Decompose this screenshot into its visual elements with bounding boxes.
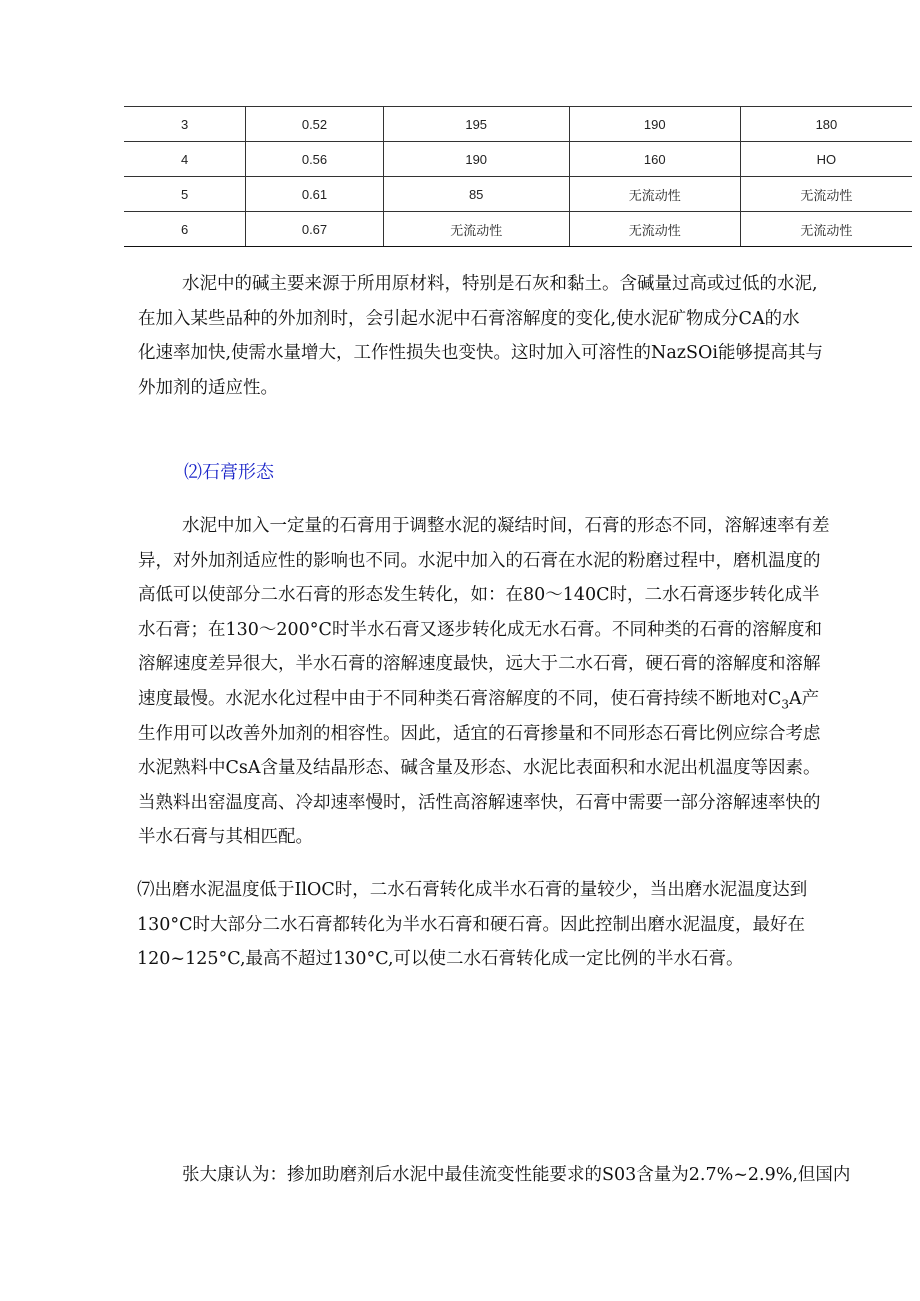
text-line: ⑺出磨水泥温度低于IlOC时，二水石膏转化成半水石膏的量较少，当出磨水泥温度达到 bbox=[137, 880, 808, 900]
table-cell: 0.61 bbox=[246, 177, 383, 212]
table-cell: 180 bbox=[740, 107, 912, 142]
table-cell: 无流动性 bbox=[740, 212, 912, 247]
text-line bbox=[138, 682, 918, 717]
table-cell: 160 bbox=[569, 142, 740, 177]
paragraph-so3 bbox=[138, 1158, 918, 1193]
table-cell: 无流动性 bbox=[569, 212, 740, 247]
table-cell: 190 bbox=[569, 107, 740, 142]
table-cell: 5 bbox=[124, 177, 246, 212]
text-line: 120~125°C,最高不超过130°C,可以使二水石膏转化成一定比例的半水石膏。 bbox=[137, 949, 744, 970]
table-row bbox=[124, 177, 912, 212]
text-line: 外加剂的适应性。 bbox=[138, 377, 278, 398]
table-cell: 6 bbox=[124, 212, 246, 247]
text-line: 在加入某些品种的外加剂时，会引起水泥中石膏溶解度的变化,使水泥矿物成分CA的水 bbox=[138, 308, 800, 329]
text-line: 异，对外加剂适应性的影响也不同。水泥中加入的石膏在水泥的粉磨过程中，磨机温度的 bbox=[138, 550, 821, 571]
table-cell: 195 bbox=[383, 107, 569, 142]
table-cell: HO bbox=[740, 142, 912, 177]
text-line: 水泥中加入一定量的石膏用于调整水泥的凝结时间，石膏的形态不同，溶解速率有差 bbox=[182, 516, 830, 536]
text-line: 生作用可以改善外加剂的相容性。因此，适宜的石膏掺量和不同形态石膏比例应综合考虑 bbox=[138, 723, 821, 744]
text-line: 张大康认为：掺加助磨剂后水泥中最佳流变性能要求的S03含量为2.7%~2.9%,但国内 bbox=[182, 1165, 851, 1185]
table-cell: 0.56 bbox=[246, 142, 383, 177]
table-cell: 4 bbox=[124, 142, 246, 177]
table-row bbox=[124, 212, 912, 247]
paragraph-alkali bbox=[138, 267, 918, 405]
table-cell: 0.67 bbox=[246, 212, 383, 247]
text-line: 水泥中的碱主要来源于所用原材料，特别是石灰和黏土。含碱量过高或过低的水泥, bbox=[182, 274, 818, 294]
table-row bbox=[124, 107, 912, 142]
paragraph-mill-temperature bbox=[137, 873, 917, 977]
table-cell: 无流动性 bbox=[569, 177, 740, 212]
section-heading: ⑵石膏形态 bbox=[184, 462, 274, 483]
text-line: 水石膏；在130～200°C时半水石膏又逐步转化成无水石膏。不同种类的石膏的溶解度和 bbox=[138, 619, 822, 640]
table-cell: 0.52 bbox=[246, 107, 383, 142]
text-segment: A产 bbox=[789, 688, 820, 709]
fluidity-table bbox=[124, 106, 912, 247]
text-line: 水泥熟料中CsA含量及结晶形态、碱含量及形态、水泥比表面积和水泥出机温度等因素。 bbox=[138, 758, 821, 779]
text-segment: 速度最慢。水泥水化过程中由于不同种类石膏溶解度的不同，使石膏持续不断地对C bbox=[138, 688, 782, 709]
table-cell: 无流动性 bbox=[383, 212, 569, 247]
text-line: 当熟料出窑温度高、冷却速率慢时，活性高溶解速率快，石膏中需要一部分溶解速率快的 bbox=[138, 792, 821, 813]
table-row bbox=[124, 142, 912, 177]
text-line: 溶解速度差异很大，半水石膏的溶解速度最快，远大于二水石膏，硬石膏的溶解度和溶解 bbox=[138, 654, 821, 675]
table-cell: 3 bbox=[124, 107, 246, 142]
text-line: 高低可以使部分二水石膏的形态发生转化，如：在80～140C时，二水石膏逐步转化成半 bbox=[138, 585, 820, 606]
table-cell: 无流动性 bbox=[740, 177, 912, 212]
paragraph-gypsum bbox=[138, 509, 918, 855]
table-cell: 85 bbox=[383, 177, 569, 212]
subscript: 3 bbox=[781, 697, 790, 712]
text-line: 半水石膏与其相匹配。 bbox=[138, 827, 313, 848]
text-line: 130°C时大部分二水石膏都转化为半水石膏和硬石膏。因此控制出磨水泥温度，最好在 bbox=[137, 914, 806, 935]
table-cell: 190 bbox=[383, 142, 569, 177]
text-line: 化速率加快,使需水量增大，工作性损失也变快。这时加入可溶性的NazSOi能够提高其与 bbox=[138, 343, 823, 364]
